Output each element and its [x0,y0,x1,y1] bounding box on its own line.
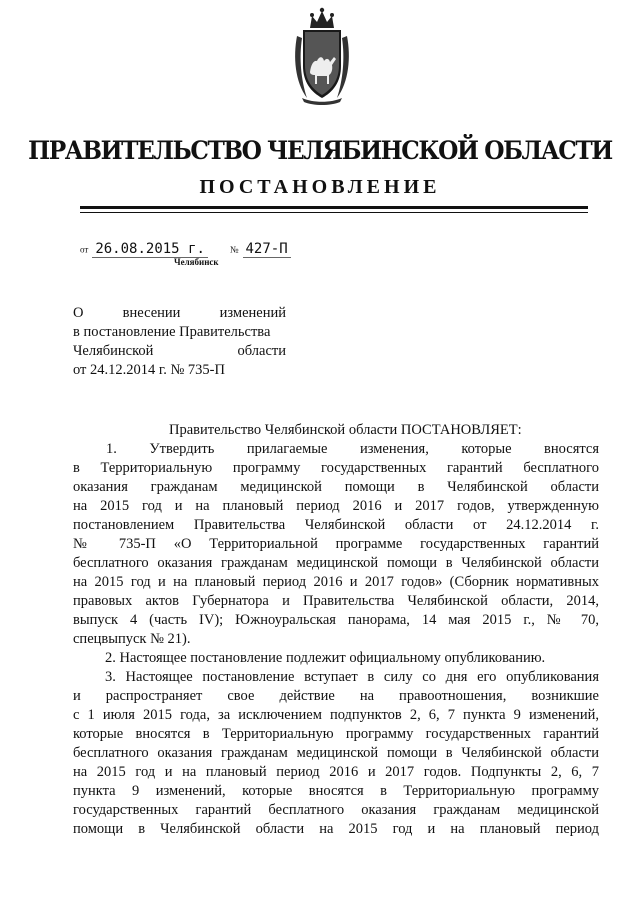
body-line: оказания гражданам медицинской помощи в Челябинской области [73,479,599,495]
body-line: на 2015 год и на плановый период 2016 и 2017 годов, утвержденную [73,498,599,514]
body-line: и распространяет свое действие на правоотношения, возникшие [73,688,599,704]
government-title: ПРАВИТЕЛЬСТВО ЧЕЛЯБИНСКОЙ ОБЛАСТИ [28,136,612,165]
subject-line: О внесении изменений [73,305,286,321]
body-line: 2. Настоящее постановление подлежит официальному опубликованию. [105,650,546,666]
subject-line: Челябинской области [73,343,286,359]
body-line: № 735-П «О Территориальной программе государственных гарантий [73,536,599,552]
document-date: 26.08.2015 г. [92,241,208,258]
body-line: спецвыпуск № 21). [73,631,191,647]
header-divider [80,206,588,209]
body-line: Правительство Челябинской области ПОСТАНОВЛЯЕТ: [169,422,522,438]
document-type: ПОСТАНОВЛЕНИЕ [199,176,441,198]
body-line: 1. Утвердить прилагаемые изменения, которые вносятся [106,441,599,457]
number-prefix: № [229,244,239,255]
body-line: постановлением Правительства Челябинской области от 24.12.2014 г. [73,517,599,533]
subject-line: от 24.12.2014 г. № 735-П [73,362,225,378]
body-line: на 2015 год и на плановый период 2016 и 2017 годов» (Сборник нормативных [73,574,599,590]
body-line: бесплатного оказания гражданам медицинской помощи в Челябинской области [73,555,599,571]
body-line: в Территориальную программу государственных гарантий бесплатного [73,460,599,476]
body-line: 3. Настоящее постановление вступает в силу со дня его опубликования [105,669,599,685]
date-prefix: от [80,244,89,255]
document-number: 427-П [243,241,291,258]
document-subject [73,304,286,380]
body-line: пункта 9 изменений, которые вносятся в Территориальную программу [73,783,599,799]
body-line: помощи в Челябинской области на 2015 год и на плановый период [73,821,599,837]
body-line: с 1 июля 2015 года, за исключением подпунктов 2, 6, 7 пункта 9 изменений, [73,707,599,723]
document-body [73,421,599,839]
body-line: выпуск 4 (часть IV); Южноуральская панорама, 14 мая 2015 г., № 70, [73,612,599,628]
header-divider-thin [80,212,588,213]
body-line: бесплатного оказания гражданам медицинской помощи в Челябинской области [73,745,599,761]
body-line: государственных гарантий бесплатного оказания гражданам медицинской [73,802,599,818]
city-label: Челябинск [174,257,219,267]
body-line: правовых актов Губернатора и Правительства Челябинской области, 2014, [73,593,599,609]
body-line: которые вносятся в Территориальную программу государственных гарантий [73,726,599,742]
body-line: на 2015 год и на плановый период 2016 и 2017 годов. Подпункты 2, 6, 7 [73,764,599,780]
coat-of-arms-icon [293,2,351,106]
subject-line: в постановление Правительства [73,324,271,340]
